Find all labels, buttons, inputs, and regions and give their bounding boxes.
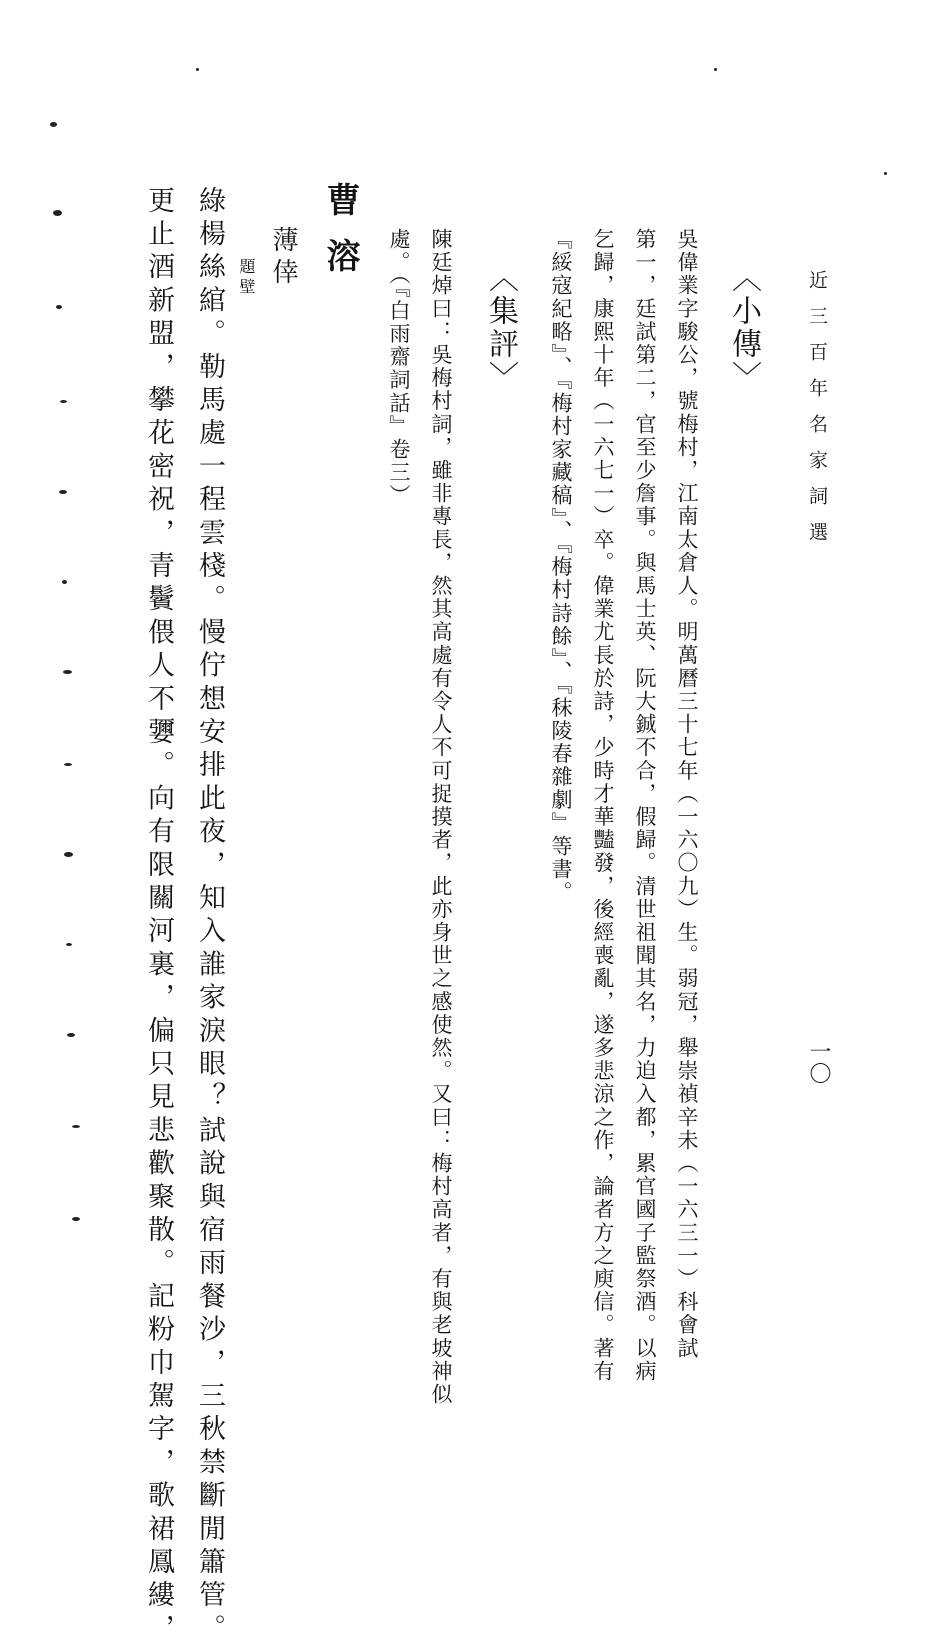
scan-speck — [59, 490, 67, 494]
scan-speck — [64, 852, 73, 857]
scan-speck — [714, 68, 717, 71]
poem-line-1: 綠楊絲綰。勒馬處一程雲棧。慢佇想安排此夜，知入誰家淚眼？試說與宿雨餐沙，三秋禁斷閒簫管。 — [194, 186, 225, 1647]
scan-speck — [72, 1125, 80, 1128]
biography-line-2: 第一，廷試第二，官至少詹事。與馬士英、阮大鋮不合，假歸。清世祖聞其名，力迫入都，累官國子監祭酒。以病 — [633, 228, 657, 1383]
scan-speck — [60, 400, 67, 403]
biography-heading: 〈小傳〉 — [726, 262, 761, 394]
scan-speck — [62, 580, 67, 584]
tune-title: 薄倖 — [268, 226, 298, 290]
poem-line-2: 更止酒新盟，攀花密祝，青鬢偎人不㜷。向有限關河裏，偏只見悲歡聚散。記粉巾駕字，歌裙鳳縷， — [143, 186, 174, 1647]
poem-subtitle: 題壁 — [237, 258, 256, 298]
biography-line-3: 乞歸，康熙十年（一六七一）卒。偉業尤長於詩，少時才華豔發，後經喪亂，遂多悲涼之作，論者方之庾信。著有 — [591, 228, 615, 1383]
page-number: 一〇 — [806, 1040, 831, 1084]
scan-speck — [64, 763, 72, 766]
scan-speck — [67, 1033, 75, 1037]
poet-name: 曹溶 — [320, 182, 360, 294]
scan-speck — [50, 122, 57, 127]
biography-line-4: 『綏寇紀略』、『梅村家藏稿』、『梅村詩餘』、『秣陵春雜劇』等書。 — [549, 228, 573, 905]
criticism-heading: 〈集評〉 — [483, 262, 518, 394]
scan-speck — [66, 943, 72, 946]
scan-speck — [196, 68, 199, 71]
scan-speck — [63, 670, 72, 674]
scan-speck — [56, 305, 62, 309]
scan-speck — [72, 1217, 80, 1221]
criticism-line-2: 處。（『白雨齋詞話』卷三） — [387, 228, 411, 508]
criticism-line-1: 陳廷焯曰：吳梅村詞，雖非專長，然其高處有令人不可捉摸者，此亦身世之感使然。又曰：梅村高者，有與老坡神似 — [429, 228, 453, 1407]
scan-speck — [53, 210, 62, 216]
scan-speck — [884, 172, 887, 175]
biography-line-1: 吳偉業字駿公，號梅村，江南太倉人。明萬曆三十七年（一六〇九）生。弱冠，舉崇禎辛未（一六三一）科會試 — [675, 228, 699, 1360]
running-title: 近三百年名家詞選 — [806, 270, 828, 558]
